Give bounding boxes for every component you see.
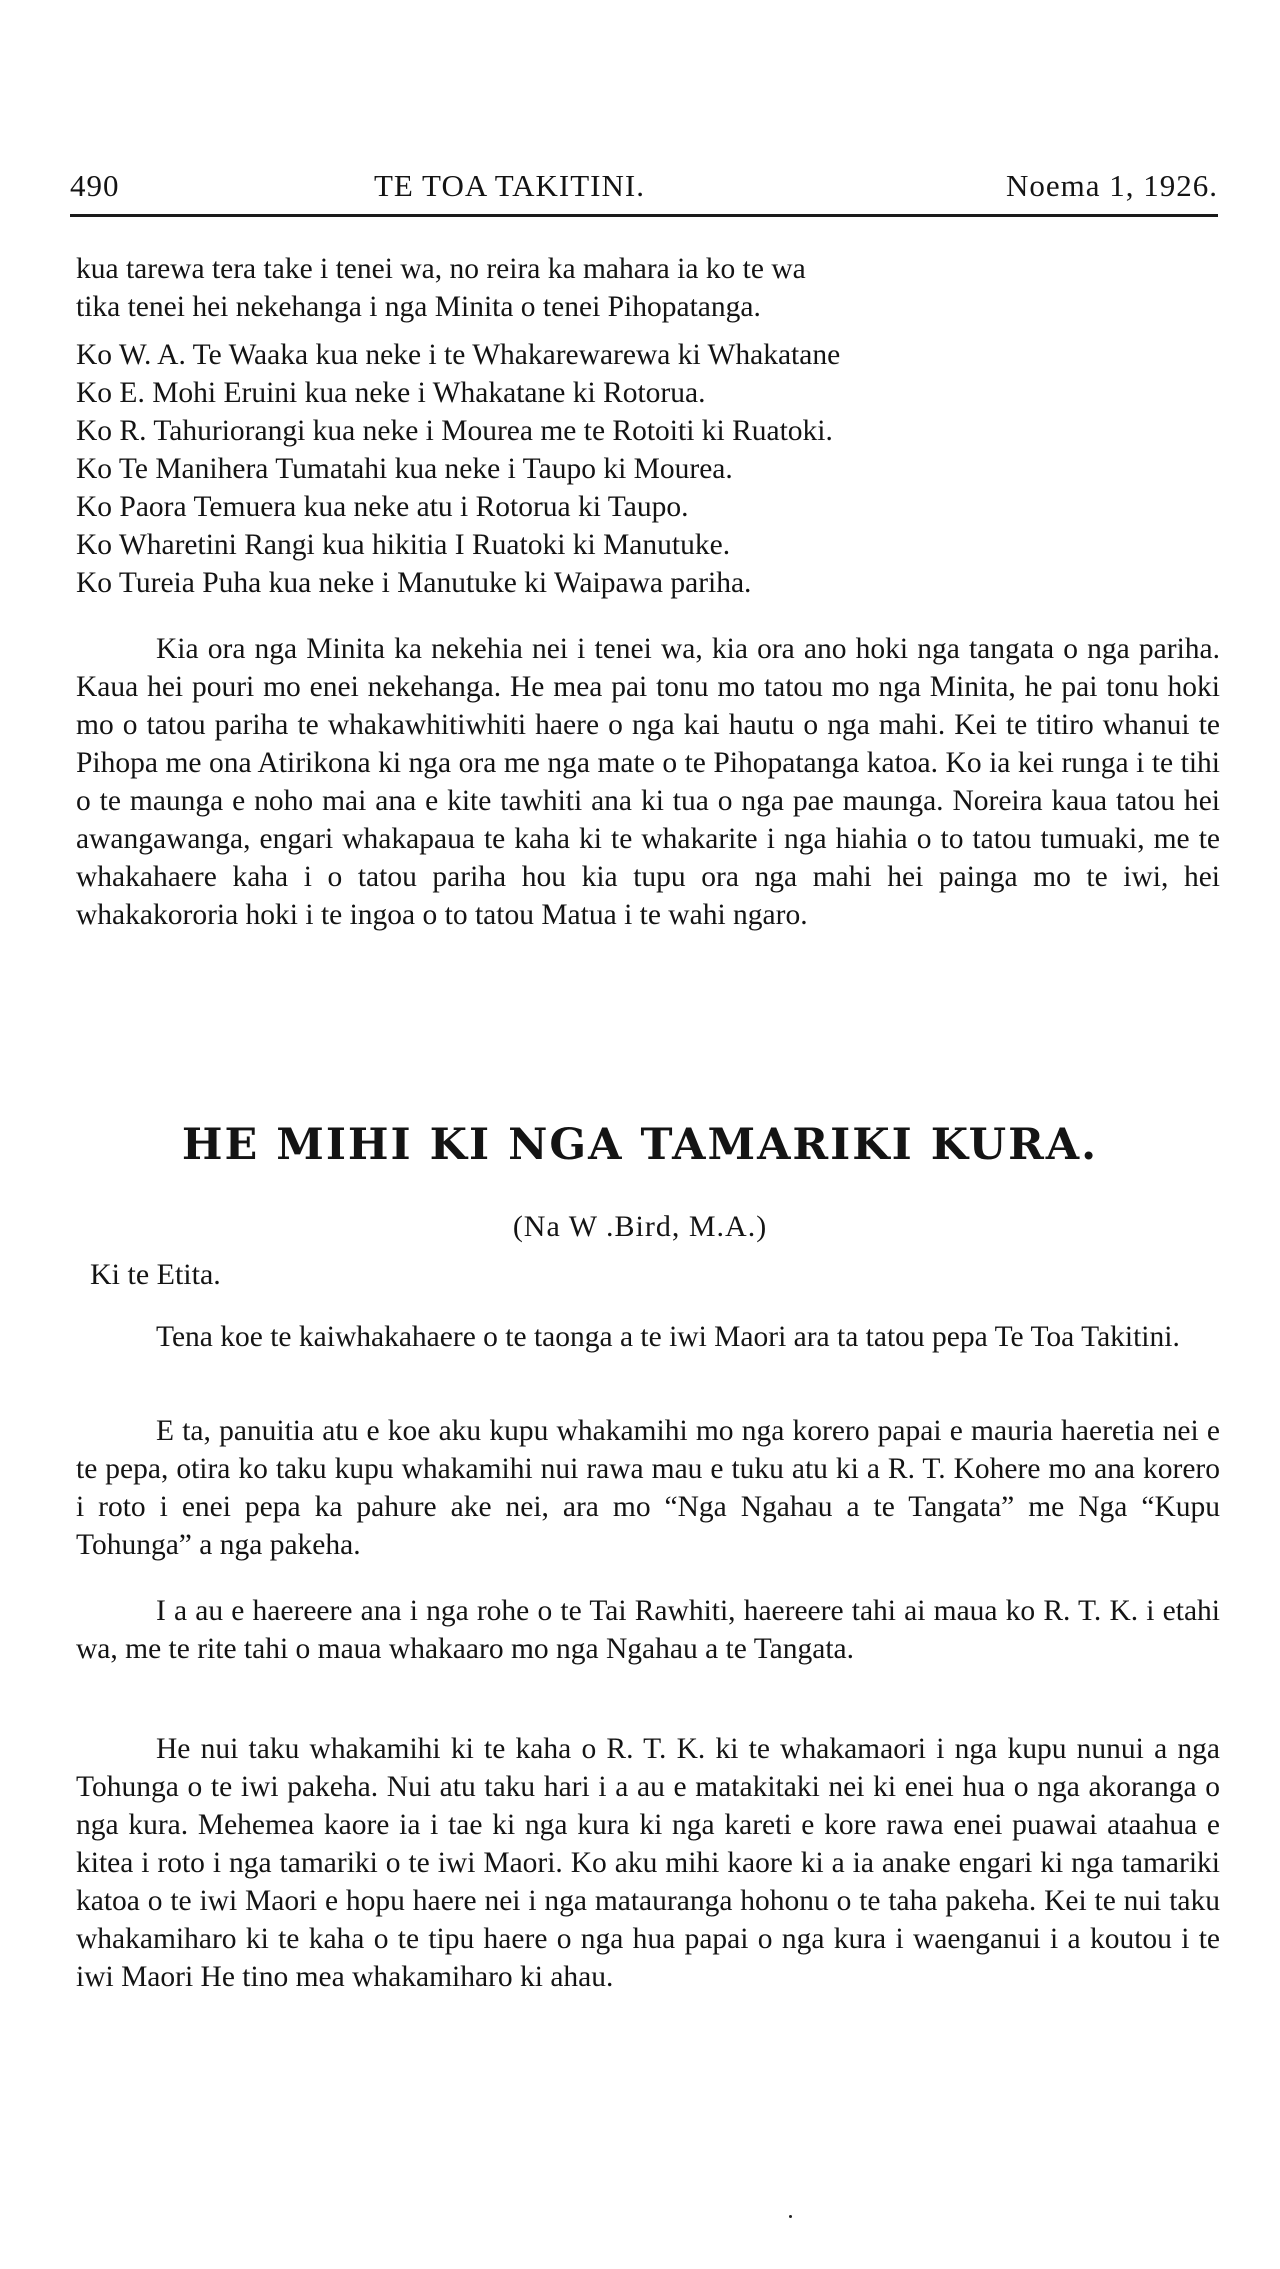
article-paragraph: Tena koe te kaiwhakahaere o te taonga a te iwi Maori ara ta tatou pepa Te Toa Takitini. (156, 1321, 1180, 1353)
transfer-item: Ko Paora Temuera kua neke atu i Rotorua ki Taupo. (76, 491, 689, 523)
article-paragraph-block (76, 1592, 1220, 1668)
transfer-item: Ko W. A. Te Waaka kua neke i te Whakarewarewa ki Whakatane (76, 339, 841, 371)
running-header (70, 168, 1218, 208)
salutation: Ki te Etita. (90, 1258, 221, 1291)
publication-title: TE TOA TAKITINI. (374, 168, 645, 203)
intro-line: kua tarewa tera take i tenei wa, no reira ka mahara ia ko te wa (76, 253, 806, 285)
transfer-item: Ko R. Tahuriorangi kua neke i Mourea me te Rotoiti ki Ruatoki. (76, 415, 833, 447)
header-rule (70, 214, 1218, 217)
article-heading: HE MIHI KI NGA TAMARIKI KURA. (181, 1120, 1099, 1170)
page-speck (789, 2215, 792, 2218)
article-paragraph-block (76, 1318, 1220, 1356)
transfer-item: Ko Te Manihera Tumatahi kua neke i Taupo ki Mourea. (76, 453, 733, 485)
issue-date: Noema 1, 1926. (1005, 168, 1218, 203)
article-paragraph: He nui taku whakamihi ki te kaha o R. T. K. ki te whakamaori i nga kupu nunui a nga Tohunga o te iwi pakeha. Nui atu taku hari i a au e matakitaki nei ki enei hua o nga akoranga o nga kura. Mehemea kaore ia i tae ki nga kura ki nga kareti e kore rawa enei puawai ataahua e kitea i roto i nga tamariki o te iwi Maori. Ko aku mihi kaore ki a ia anake engari ki nga tamariki katoa o te iwi Maori e hopu haere nei i nga matauranga hohonu o te taha pakeha. Kei te nui taku whakamiharo ki te kaha o te tipu haere o nga hua papai o nga kura i waenganui i a koutou i te iwi Maori He tino mea whakamiharo ki ahau. (76, 1733, 1220, 1993)
intro-line: tika tenei hei nekehanga i nga Minita o tenei Pihopatanga. (76, 291, 761, 323)
article-byline: (Na W .Bird, M.A.) (512, 1210, 768, 1243)
page-number: 490 (70, 168, 120, 203)
article-paragraph: I a au e haereere ana i nga rohe o te Tai Rawhiti, haereere tahi ai maua ko R. T. K. i etahi wa, me te rite tahi o maua whakaaro mo nga Ngahau a te Tangata. (76, 1595, 1220, 1665)
intro-continuation (76, 250, 1220, 326)
article-paragraph: E ta, panuitia atu e koe aku kupu whakamihi mo nga korero papai e mauria haeretia nei e te pepa, otira ko taku kupu whakamihi nui rawa mau e tuku atu ki a R. T. Kohere mo ana korero i roto i enei pepa ka pahure ake nei, ara mo “Nga Ngahau a te Tangata” me Nga “Kupu Tohunga” a nga pakeha. (76, 1415, 1220, 1561)
transfer-list (76, 336, 1220, 602)
transfer-item: Ko Tureia Puha kua neke i Manutuke ki Waipawa pariha. (76, 567, 752, 599)
article-paragraph-block (76, 1730, 1220, 1996)
transfer-item: Ko E. Mohi Eruini kua neke i Whakatane ki Rotorua. (76, 377, 706, 409)
closing-paragraph: Kia ora nga Minita ka nekehia nei i tenei wa, kia ora ano hoki nga tangata o nga pariha. Kaua hei pouri mo enei nekehanga. He mea pai tonu mo tatou mo nga Minita, he pai tonu hoki mo o tatou pariha te whakawhitiwhiti haere o nga kai hautu o nga mahi. Kei te titiro whanui te Pihopa me ona Atirikona ki nga ora me nga mate o te Pihopatanga katoa. Ko ia kei runga i te tihi o te maunga e noho mai ana e kite tawhiti ana ki tua o nga pae maunga. Noreira kaua tatou hei awangawanga, engari whakapaua te kaha ki te whakarite i nga hiahia o to tatou tumuaki, me te whakahaere kaha i o tatou pariha hou kia tupu ora nga mahi hei painga mo te iwi, hei whakakororia hoki i te ingoa o to tatou Matua i te wahi ngaro. (76, 633, 1220, 931)
article-paragraph-block (76, 1412, 1220, 1564)
closing-paragraph-block (76, 630, 1220, 934)
transfer-item: Ko Wharetini Rangi kua hikitia I Ruatoki ki Manutuke. (76, 529, 731, 561)
